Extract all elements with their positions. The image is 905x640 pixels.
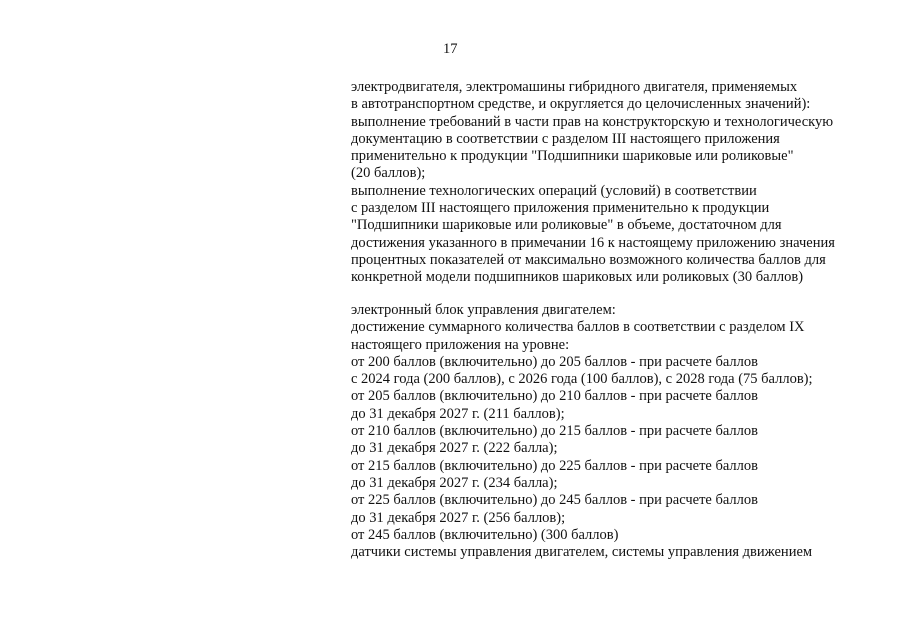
text-line: с 2024 года (200 баллов), с 2026 года (100 баллов), с 2028 года (75 баллов); — [351, 371, 813, 388]
text-block-bearings — [351, 79, 891, 287]
text-line: выполнение требований в части прав на конструкторскую и технологическую — [351, 113, 834, 130]
text-line: документацию в соответствии с разделом III настоящего приложения — [351, 130, 780, 147]
text-line: (20 баллов); — [351, 165, 426, 182]
text-line: применительно к продукции "Подшипники шариковые или роликовые" — [351, 148, 794, 165]
text-line: до 31 декабря 2027 г. (256 баллов); — [351, 509, 566, 526]
text-line: достижения указанного в примечании 16 к настоящему приложению значения — [351, 234, 835, 251]
text-line: от 225 баллов (включительно) до 245 баллов - при расчете баллов — [351, 492, 758, 509]
text-line: от 205 баллов (включительно) до 210 баллов - при расчете баллов — [351, 388, 758, 405]
text-line: в автотранспортном средстве, и округляется до целочисленных значений): — [351, 96, 811, 113]
text-line: электронный блок управления двигателем: — [351, 302, 616, 318]
text-line: процентных показателей от максимально возможного количества баллов для — [351, 251, 826, 268]
text-line: до 31 декабря 2027 г. (222 балла); — [351, 440, 558, 457]
text-line: конкретной модели подшипников шариковых или роликовых (30 баллов) — [351, 269, 804, 286]
text-line: до 31 декабря 2027 г. (234 балла); — [351, 474, 558, 491]
page-number: 17 — [443, 41, 458, 57]
text-line: с разделом III настоящего приложения применительно к продукции — [351, 200, 770, 217]
text-line: "Подшипники шариковые или роликовые" в объеме, достаточном для — [351, 217, 782, 234]
text-line: электродвигателя, электромашины гибридного двигателя, применяемых — [351, 79, 798, 95]
text-line: от 200 баллов (включительно) до 205 баллов - при расчете баллов — [351, 353, 758, 370]
text-line: достижение суммарного количества баллов в соответствии с разделом IX — [351, 319, 805, 336]
text-line: выполнение технологических операций (условий) в соответствии — [351, 182, 757, 199]
text-line: от 210 баллов (включительно) до 215 баллов - при расчете баллов — [351, 423, 758, 440]
text-line: до 31 декабря 2027 г. (211 баллов); — [351, 405, 565, 422]
text-line: датчики системы управления двигателем, системы управления движением — [351, 544, 813, 561]
text-line: от 245 баллов (включительно) (300 баллов) — [351, 526, 619, 543]
text-block-engine-control-unit — [351, 302, 891, 561]
text-line: от 215 баллов (включительно) до 225 баллов - при расчете баллов — [351, 457, 758, 474]
text-line: настоящего приложения на уровне: — [351, 336, 570, 353]
